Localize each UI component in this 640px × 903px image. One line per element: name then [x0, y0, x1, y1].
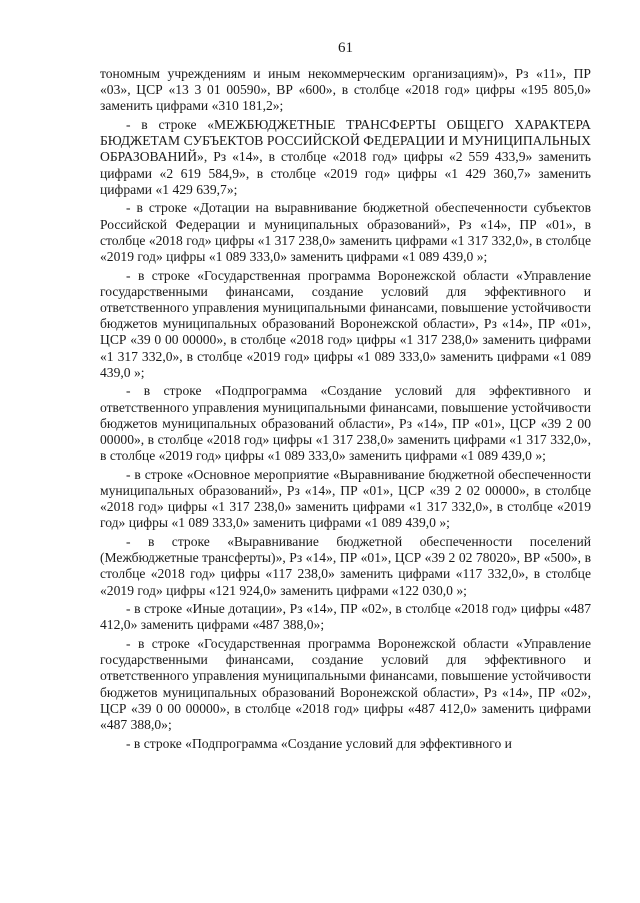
paragraph-10: - в строке «Подпрограмма «Создание условий для эффективного и [126, 735, 512, 751]
paragraph-8: - в строке «Иные дотации», Рз «14», ПР «02», в столбце «2018 год» цифры «487 412,0» заменить цифрами «487 388,0»; [100, 601, 591, 633]
paragraph-6: - в строке «Основное мероприятие «Выравнивание бюджетной обеспеченности муниципальных образований», Рз «14», ПР «01», ЦСР «39 2 02 00000», в столбце «2018 год» цифры «1 317 238,0» заменить цифрами «1 317 332,0», в столбце «2019 год» цифры «1 089 333,0» заменить цифрами «1 089 439,0 »; [100, 466, 591, 531]
document-body [100, 66, 591, 752]
page-number: 61 [338, 40, 353, 56]
paragraph-9: - в строке «Государственная программа Воронежской области «Управление государственными финансами, создание условий для эффективного и ответственного управления муниципальными финансами, повышение устойчивости бюджетов муниципальных образований Воронежской области», Рз «14», ПР «02», ЦСР «39 0 00 00000», в столбце «2018 год» цифры «487 412,0» заменить цифрами «487 388,0»; [100, 636, 591, 733]
paragraph-7: - в строке «Выравнивание бюджетной обеспеченности поселений (Межбюджетные трансферты)», Рз «14», ПР «01», ЦСР «39 2 02 78020», ВР «500», в столбце «2018 год» цифры «117 238,0» заменить цифрами «117 332,0», в столбце «2019 год» цифры «121 924,0» заменить цифрами «122 030,0 »; [100, 534, 591, 598]
paragraph-5: - в строке «Подпрограмма «Создание условий для эффективного и ответственного управления муниципальными финансами, повышение устойчивости бюджетов муниципальных образований области», Рз «14», ПР «01», ЦСР «39 2 00 00000», в столбце «2018 год» цифры «1 317 238,0» заменить цифрами «1 317 332,0», в столбце «2019 год» цифры «1 089 333,0» заменить цифрами «1 089 439,0 »; [100, 383, 591, 464]
paragraph-2: - в строке «МЕЖБЮДЖЕТНЫЕ ТРАНСФЕРТЫ ОБЩЕГО ХАРАКТЕРА БЮДЖЕТАМ СУБЪЕКТОВ РОССИЙСКОЙ ФЕДЕРАЦИИ И МУНИЦИПАЛЬНЫХ ОБРАЗОВАНИЙ», Рз «14», в столбце «2018 год» цифры «2 559 433,9» заменить цифрами «2 619 584,9», в столбце «2019 год» цифры «1 429 360,7» заменить цифрами «1 429 639,7»; [100, 117, 591, 197]
paragraph-1: тономным учреждениям и иным некоммерческим организациям)», Рз «11», ПР «03», ЦСР «13 3 01 00590», ВР «600», в столбце «2018 год» цифры «195 805,0» заменить цифрами «310 181,2»; [100, 66, 591, 114]
paragraph-3: - в строке «Дотации на выравнивание бюджетной обеспеченности субъектов Российской Федерации и муниципальных образований», Рз «14», ПР «01», в столбце «2018 год» цифры «1 317 238,0» заменить цифрами «1 317 332,0», в столбце «2019 год» цифры «1 089 333,0» заменить цифрами «1 089 439,0 »; [100, 200, 591, 265]
paragraph-4: - в строке «Государственная программа Воронежской области «Управление государственными финансами, создание условий для эффективного и ответственного управления муниципальными финансами, повышение устойчивости бюджетов муниципальных образований Воронежской области», Рз «14», ПР «01», ЦСР «39 0 00 00000», в столбце «2018 год» цифры «1 317 238,0» заменить цифрами «1 317 332,0», в столбце «2019 год» цифры «1 089 333,0» заменить цифрами «1 089 439,0 »; [100, 267, 591, 380]
